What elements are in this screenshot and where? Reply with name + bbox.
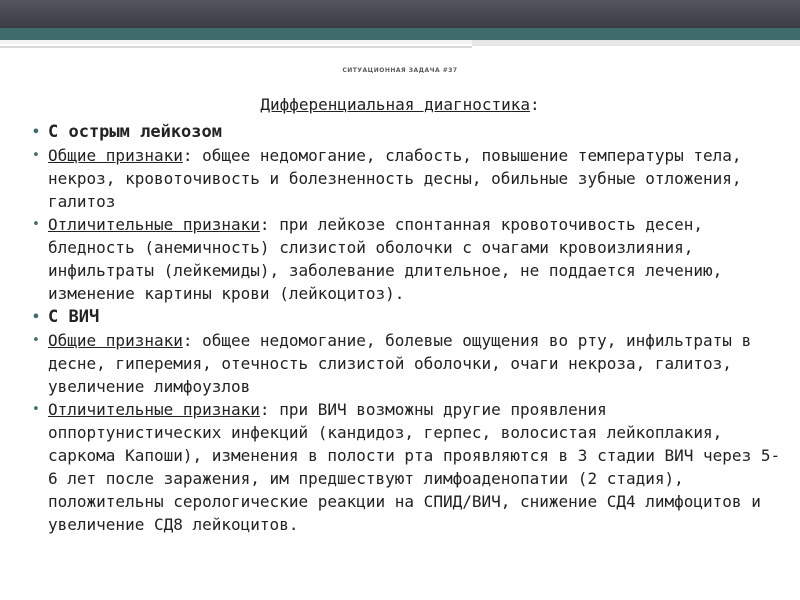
header-divider-shadow bbox=[0, 46, 472, 48]
item-text: : общее недомогание, болевые ощущения во рту, инфильтраты в десне, гиперемия, отечность слизистой оболочки, очаги некроза, галитоз, увеличение лимфоузлов bbox=[48, 331, 752, 396]
header-divider bbox=[0, 40, 472, 44]
slide-title: СИТУАЦИОННАЯ ЗАДАЧА #37 bbox=[342, 67, 458, 74]
section-heading bbox=[0, 94, 800, 116]
list-item bbox=[32, 144, 782, 213]
header-bar bbox=[0, 0, 800, 28]
item-text: : общее недомогание, слабость, повышение температуры тела, некроз, кровоточивость и болезненность десны, обильные зубные отложения, галитоз bbox=[48, 146, 742, 211]
section-title-text: С острым лейкозом bbox=[48, 122, 222, 142]
item-text: : при ВИЧ возможны другие проявления оппортунистических инфекций (кандидоз, герпес, волосистая лейкоплакия, саркома Капоши), изменения в полости рта проявляются в 3 стадии ВИЧ через 5-6 лет после заражения, им предшествуют лимфоаденопатии (2 стадия), положительны серологические реакции на СПИД/ВИЧ, снижение СД4 лимфоцитов и увеличение СД8 лейкоцитов. bbox=[48, 400, 781, 534]
item-label: Общие признаки bbox=[48, 146, 183, 165]
bullet-icon: • bbox=[32, 333, 40, 348]
item-label: Общие признаки bbox=[48, 331, 183, 350]
content-body bbox=[32, 120, 782, 536]
list-item bbox=[32, 398, 782, 536]
heading-text: Дифференциальная диагностика bbox=[260, 95, 531, 114]
section-title bbox=[32, 121, 782, 144]
item-label: Отличительные признаки bbox=[48, 215, 260, 234]
list-item bbox=[32, 213, 782, 305]
bullet-icon: • bbox=[32, 310, 40, 325]
list-item bbox=[32, 329, 782, 398]
item-text: : при лейкозе спонтанная кровоточивость десен, бледность (анемичность) слизистой оболочки с очагами кровоизлияния, инфильтраты (лейкемиды), заболевание длительное, не поддается лечению, изменение картины крови (лейкоцитоз). bbox=[48, 215, 723, 303]
bullet-icon: • bbox=[32, 402, 40, 417]
bullet-icon: • bbox=[32, 148, 40, 163]
item-label: Отличительные признаки bbox=[48, 400, 260, 419]
section-title-text: С ВИЧ bbox=[48, 307, 100, 327]
header-stripe bbox=[0, 28, 800, 40]
heading-colon: : bbox=[530, 95, 540, 114]
bullet-icon: • bbox=[32, 125, 40, 140]
bullet-icon: • bbox=[32, 217, 40, 232]
section-title bbox=[32, 306, 782, 329]
header-divider-tail bbox=[472, 40, 800, 46]
